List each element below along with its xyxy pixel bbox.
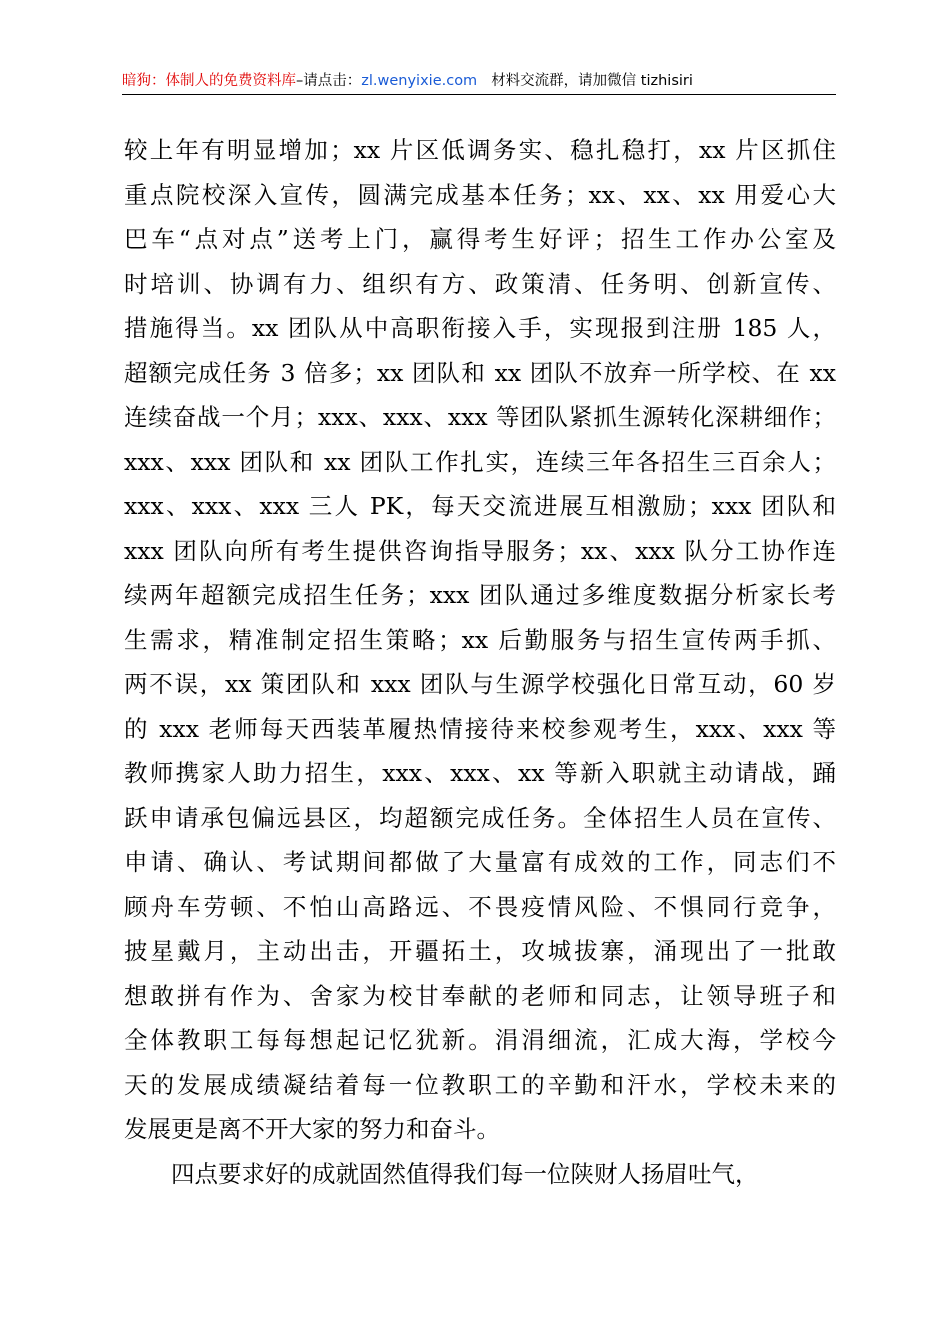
text-line: 的 xxx 老师每天西装革履热情接待来校参观考生，xxx、xxx 等 xyxy=(124,714,836,743)
header-contact: 材料交流群，请加微信 tizhisiri xyxy=(491,73,693,89)
text-line: 时培训、协调有力、组织有方、政策清、任务明、创新宣传、 xyxy=(124,269,836,298)
text-line: 连续奋战一个月；xxx、xxx、xxx 等团队紧抓生源转化深耕细作； xyxy=(124,403,836,431)
header-click-label: –请点击： xyxy=(296,73,362,89)
document-body xyxy=(124,128,836,1196)
header-url-link[interactable]: zl.wenyixie.com xyxy=(361,73,478,89)
text-line: 发展更是离不开大家的努力和奋斗。 xyxy=(124,1115,500,1143)
text-line: 超额完成任务 3 倍多；xx 团队和 xx 团队不放弃一所学校、在 xx xyxy=(124,358,836,387)
header-brand: 暗狗：体制人的免费资料库 xyxy=(122,73,296,89)
text-line: 全体教职工每每想起记忆犹新。涓涓细流，汇成大海，学校今 xyxy=(124,1026,836,1054)
paragraph-2 xyxy=(124,1152,836,1197)
text-line: 重点院校深入宣传，圆满完成基本任务；xx、xx、xx 用爱心大 xyxy=(124,180,836,209)
text-line: 想敢拼有作为、舍家为校甘奉献的老师和同志，让领导班子和 xyxy=(124,981,836,1010)
text-line: 天的发展成绩凝结着每一位教职工的辛勤和汗水，学校未来的 xyxy=(124,1070,836,1099)
text-line: 四点要求好的成就固然值得我们每一位陕财人扬眉吐气， xyxy=(171,1159,759,1188)
text-line: 措施得当。xx 团队从中高职衔接入手，实现报到注册 185 人， xyxy=(124,314,836,342)
text-line: 教师携家人助力招生，xxx、xxx、xx 等新入职就主动请战，踊 xyxy=(124,759,836,787)
text-line: 披星戴月，主动出击，开疆拓土，攻城拔寨，涌现出了一批敢 xyxy=(124,937,836,965)
page-header xyxy=(122,70,836,95)
text-line: xxx 团队向所有考生提供咨询指导服务；xx、xxx 队分工协作连 xyxy=(124,536,836,565)
text-line: 两不误，xx 策团队和 xxx 团队与生源学校强化日常互动，60 岁 xyxy=(124,670,836,698)
paragraph-1 xyxy=(124,128,836,1152)
text-line: 较上年有明显增加；xx 片区低调务实、稳扎稳打，xx 片区抓住 xyxy=(124,136,836,164)
text-line: 巴车“点对点”送考上门，赢得考生好评；招生工作办公室及 xyxy=(124,225,836,253)
text-line: 续两年超额完成招生任务；xxx 团队通过多维度数据分析家长考 xyxy=(124,581,836,609)
text-line: 生需求，精准制定招生策略；xx 后勤服务与招生宣传两手抓、 xyxy=(124,625,836,654)
text-line: 顾舟车劳顿、不怕山高路远、不畏疫情风险、不惧同行竞争， xyxy=(124,892,836,921)
text-line: 申请、确认、考试期间都做了大量富有成效的工作，同志们不 xyxy=(124,848,836,876)
text-line: 跃申请承包偏远县区，均超额完成任务。全体招生人员在宣传、 xyxy=(124,803,836,832)
text-line: xxx、xxx、xxx 三人 PK，每天交流进展互相激励；xxx 团队和 xyxy=(124,492,836,520)
text-line: xxx、xxx 团队和 xx 团队工作扎实，连续三年各招生三百余人； xyxy=(124,447,836,476)
